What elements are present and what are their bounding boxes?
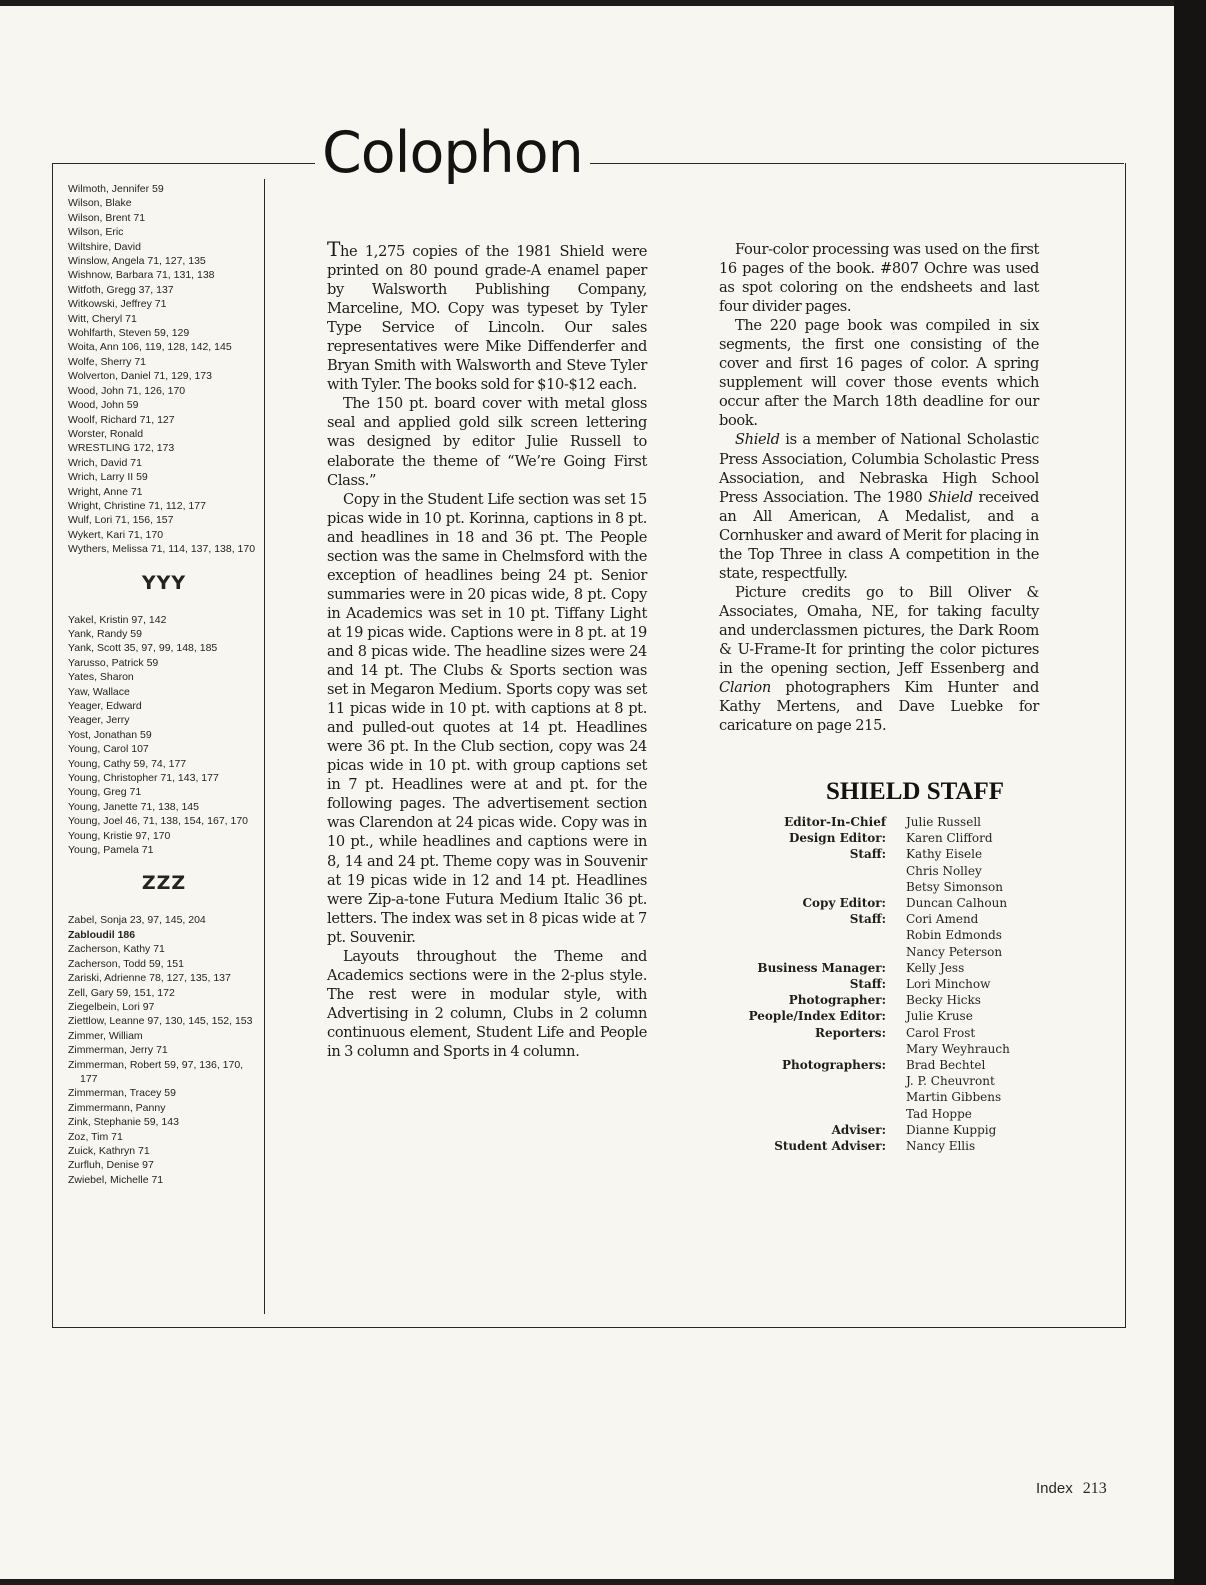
staff-name: Betsy Simonson bbox=[906, 879, 1003, 894]
staff-heading: SHIELD STAFF bbox=[825, 778, 1005, 805]
index-entry: Witkowski, Jeffrey 71 bbox=[68, 298, 167, 311]
index-entry: WRESTLING 172, 173 bbox=[68, 442, 175, 455]
staff-row bbox=[740, 1089, 1070, 1105]
page-number: 213 bbox=[1082, 1480, 1107, 1497]
index-heading-z: ZZZ bbox=[141, 872, 187, 895]
index-entry: Wilmoth, Jennifer 59 bbox=[68, 183, 164, 195]
index-entry: Wulf, Lori 71, 156, 157 bbox=[68, 514, 174, 527]
title-rule-left bbox=[52, 163, 315, 164]
index-entry: Wright, Christine 71, 112, 177 bbox=[68, 499, 206, 512]
staff-row bbox=[740, 830, 1070, 846]
index-entry: Yank, Randy 59 bbox=[68, 627, 142, 640]
staff-name: Chris Nolley bbox=[906, 863, 982, 878]
index-entry: Wishnow, Barbara 71, 131, 138 bbox=[68, 269, 215, 282]
staff-role: Copy Editor: bbox=[802, 896, 886, 911]
staff-name: Kelly Jess bbox=[906, 960, 965, 975]
colophon-column-1 bbox=[327, 237, 647, 1061]
index-entry: Zink, Stephanie 59, 143 bbox=[68, 1116, 179, 1129]
staff-name: Kathy Eisele bbox=[906, 847, 983, 862]
staff-role: Photographer: bbox=[788, 993, 886, 1008]
paragraph-text: is a member of National Scholastic Press Association, Columbia Scholastic Press Association, and Nebraska High School Press Association. The 1980 bbox=[719, 431, 1039, 506]
staff-role: Photographers: bbox=[781, 1058, 886, 1073]
index-entry: Worster, Ronald bbox=[68, 427, 144, 440]
colophon-paragraph: The 220 page book was compiled in six segments, the first one consisting of the cover and first 16 pages of color. A spring supplement will cover those events which occur after the March 18th deadline for our book. bbox=[719, 317, 1039, 430]
title-rule-right bbox=[590, 163, 1124, 164]
index-column-divider bbox=[264, 179, 265, 1314]
index-entry: Yaw, Wallace bbox=[68, 685, 130, 698]
staff-role: Staff: bbox=[849, 977, 886, 992]
index-entry: Wood, John 71, 126, 170 bbox=[68, 384, 186, 397]
index-entry: Young, Kristie 97, 170 bbox=[68, 829, 171, 842]
staff-name: Nancy Ellis bbox=[906, 1139, 976, 1154]
staff-role bbox=[740, 1041, 906, 1057]
staff-role: Staff: bbox=[849, 847, 886, 862]
index-entry: Yates, Sharon bbox=[68, 671, 134, 684]
staff-name: Cori Amend bbox=[906, 912, 979, 927]
staff-row bbox=[740, 1138, 1070, 1154]
staff-name: Julie Russell bbox=[906, 815, 981, 829]
index-entry: Young, Cathy 59, 74, 177 bbox=[68, 757, 187, 770]
index-entry: Witfoth, Gregg 37, 137 bbox=[68, 283, 174, 296]
index-entry: Zacherson, Todd 59, 151 bbox=[68, 957, 184, 970]
staff-row bbox=[740, 992, 1070, 1008]
publication-name: Shield bbox=[928, 488, 973, 506]
index-heading-y: YYY bbox=[141, 571, 187, 594]
staff-row bbox=[740, 960, 1070, 976]
paragraph-text: received an All American, A Medalist, and a Cornhusker and award of Merit for placing in the Top Three in class A competition in the state, respectfully. bbox=[719, 488, 1039, 582]
staff-role bbox=[740, 863, 906, 879]
index-entry: Zimmerman, Tracey 59 bbox=[68, 1087, 176, 1100]
index-entry: Young, Janette 71, 138, 145 bbox=[68, 800, 199, 813]
index-entry: Wilson, Eric bbox=[68, 226, 124, 239]
staff-name: Lori Minchow bbox=[906, 977, 991, 992]
staff-name: Robin Edmonds bbox=[906, 928, 1002, 943]
staff-role: Adviser: bbox=[831, 1122, 886, 1137]
colophon-paragraph bbox=[327, 237, 647, 394]
staff-role bbox=[740, 1073, 906, 1089]
index-entry: Wilson, Brent 71 bbox=[68, 211, 146, 224]
staff-name: Becky Hicks bbox=[906, 993, 981, 1008]
staff-row bbox=[740, 1041, 1070, 1057]
index-entry: Yank, Scott 35, 97, 99, 148, 185 bbox=[68, 642, 218, 655]
index-entry: Wythers, Melissa 71, 114, 137, 138, 170 bbox=[68, 543, 256, 556]
staff-box bbox=[740, 776, 1070, 1154]
staff-name: Carol Frost bbox=[906, 1025, 976, 1040]
index-entry: Zimmerman, Jerry 71 bbox=[68, 1044, 168, 1057]
index-entry: Yeager, Jerry bbox=[68, 714, 130, 727]
staff-name: Duncan Calhoun bbox=[906, 896, 1008, 911]
index-entry: Wolverton, Daniel 71, 129, 173 bbox=[68, 370, 212, 383]
staff-role bbox=[740, 927, 906, 943]
index-entry: Zwiebel, Michelle 71 bbox=[68, 1173, 164, 1186]
drop-cap: T bbox=[327, 237, 340, 261]
staff-role bbox=[740, 1106, 906, 1122]
staff-row bbox=[740, 814, 1070, 830]
index-entry: Zabel, Sonja 23, 97, 145, 204 bbox=[68, 914, 206, 927]
paragraph-text: Picture credits go to Bill Oliver & Associates, Omaha, NE, for taking faculty and underclassmen pictures, the Dark Room & U-Frame-It for printing the color pictures in the opening section, Jeff Essenberg and bbox=[719, 583, 1039, 678]
staff-row bbox=[740, 1025, 1070, 1041]
staff-name: Martin Gibbens bbox=[906, 1090, 1002, 1105]
staff-role bbox=[740, 1089, 906, 1105]
index-entry: Yost, Jonathan 59 bbox=[68, 728, 152, 741]
staff-role: Staff: bbox=[849, 912, 886, 927]
staff-row bbox=[740, 1106, 1070, 1122]
index-entry: Yarusso, Patrick 59 bbox=[68, 656, 159, 669]
index-entry: Wrich, David 71 bbox=[68, 456, 142, 469]
colophon-paragraph: The 150 pt. board cover with metal gloss seal and applied gold silk screen lettering was designed by editor Julie Russell to elaborate the theme of “We’re Going First Class.” bbox=[327, 395, 647, 489]
staff-row bbox=[740, 927, 1070, 943]
publication-name: Shield bbox=[735, 431, 780, 449]
index-entry: Young, Greg 71 bbox=[68, 786, 142, 799]
index-entry: Wiltshire, David bbox=[68, 240, 141, 253]
index-entry: Wright, Anne 71 bbox=[68, 485, 143, 498]
index-entry: Zacherson, Kathy 71 bbox=[68, 943, 165, 956]
index-entry: Zuick, Kathryn 71 bbox=[68, 1144, 150, 1157]
colophon-paragraph: Copy in the Student Life section was set 15 picas wide in 10 pt. Korinna, captions in 8 pt. and headlines in 18 and 36 pt. The People section was the same in Chelmsford with the exception of headlines being 24 pt. Senior summaries were in 20 picas wide, 8 pt. Copy in Academics was set in 10 pt. Tiffany Light at 19 picas wide. Captions were in 8 pt. at 19 and 8 picas wide. The headline sizes were 24 and 14 pt. The Clubs & Sports section was set in Megaron Medium. Sports copy was set 11 picas wide in 10 pt. with captions at 8 pt. and pulled-out quotes at 14 pt. Headlines were 36 pt. In the Club section, copy was 24 picas wide in 10 pt. with group captions set in 7 pt. Headlines were at and pt. for the following pages. The advertisement section was Clarendon at 24 picas wide. Copy was in 10 pt., while headlines and captions were in 8, 14 and 24 pt. Theme copy was in Souvenir at 19 picas wide in 12 and 14 pt. Headlines were Zip-a-tone Futura Medium Italic 36 pt. letters. The index was set in 8 picas wide at 7 pt. Souvenir. bbox=[327, 490, 647, 946]
staff-row bbox=[740, 863, 1070, 879]
colophon-paragraph bbox=[719, 583, 1039, 735]
staff-list bbox=[740, 814, 1070, 1154]
index-entry: Wilson, Blake bbox=[68, 197, 132, 210]
index-entry: Wohlfarth, Steven 59, 129 bbox=[68, 327, 190, 340]
index-entry: Zurfluh, Denise 97 bbox=[68, 1159, 154, 1172]
staff-role bbox=[740, 879, 906, 895]
staff-row bbox=[740, 1073, 1070, 1089]
staff-name: Karen Clifford bbox=[906, 831, 993, 846]
staff-name: Julie Kruse bbox=[906, 1009, 973, 1024]
index-entry: Young, Pamela 71 bbox=[68, 844, 154, 857]
colophon-paragraph: Layouts throughout the Theme and Academics sections were in the 2-plus style. The rest were in modular style, with Advertising in 2 column, Clubs in 2 column continuous element, Student Life and People in 3 column and Sports in 4 column. bbox=[327, 947, 647, 1060]
staff-row bbox=[740, 1008, 1070, 1024]
staff-name: Dianne Kuppig bbox=[906, 1122, 997, 1137]
index-entry: Woita, Ann 106, 119, 128, 142, 145 bbox=[68, 341, 232, 354]
colophon-paragraph: Four-color processing was used on the first 16 pages of the book. #807 Ochre was used as spot coloring on the endsheets and last four divider pages. bbox=[719, 241, 1039, 316]
index-entry: Young, Joel 46, 71, 138, 154, 167, 170 bbox=[68, 815, 249, 828]
index-entry: Young, Christopher 71, 143, 177 bbox=[68, 772, 219, 785]
staff-row bbox=[740, 1057, 1070, 1073]
staff-role: People/Index Editor: bbox=[748, 1009, 886, 1024]
staff-row bbox=[740, 944, 1070, 960]
index-entry: Ziegelbein, Lori 97 bbox=[68, 1000, 155, 1013]
index-entry: Zell, Gary 59, 151, 172 bbox=[68, 986, 175, 999]
staff-row bbox=[740, 846, 1070, 862]
index-entry: Wrich, Larry II 59 bbox=[68, 471, 148, 484]
index-entry: Young, Carol 107 bbox=[68, 743, 149, 756]
publication-name: Clarion bbox=[719, 679, 771, 697]
index-list-y bbox=[68, 613, 260, 858]
staff-name: Nancy Peterson bbox=[906, 944, 1003, 959]
staff-role: Business Manager: bbox=[757, 960, 886, 975]
index-entry: Zimmermann, Panny bbox=[68, 1101, 166, 1114]
colophon-column-2 bbox=[719, 240, 1039, 735]
staff-row bbox=[740, 1122, 1070, 1138]
staff-row bbox=[740, 911, 1070, 927]
page-footer bbox=[1036, 1478, 1136, 1500]
index-entry: Zimmer, William bbox=[68, 1029, 143, 1042]
index-entry: Zimmerman, Robert 59, 97, 136, 170, 177 bbox=[68, 1058, 244, 1085]
staff-name: Mary Weyhrauch bbox=[906, 1041, 1010, 1056]
staff-row bbox=[740, 879, 1070, 895]
index-entry: Yeager, Edward bbox=[68, 700, 142, 712]
index-entry: Woolf, Richard 71, 127 bbox=[68, 413, 175, 426]
index-entry: Wolfe, Sherry 71 bbox=[68, 355, 147, 368]
book-binding-edge bbox=[1174, 0, 1206, 1585]
staff-name: Brad Bechtel bbox=[906, 1058, 986, 1073]
staff-name: Tad Hoppe bbox=[906, 1106, 972, 1121]
staff-role bbox=[740, 944, 906, 960]
index-entry: Witt, Cheryl 71 bbox=[68, 312, 137, 325]
paragraph-text: photographers Kim Hunter and Kathy Mertens, and Dave Luebke for caricature on page 215. bbox=[719, 679, 1039, 735]
index-entry: Winslow, Angela 71, 127, 135 bbox=[68, 255, 206, 268]
index-entry: Wykert, Kari 71, 170 bbox=[68, 528, 164, 541]
staff-name: J. P. Cheuvront bbox=[906, 1074, 995, 1089]
page-title: Colophon bbox=[322, 120, 583, 186]
index-entry: Yakel, Kristin 97, 142 bbox=[68, 613, 167, 626]
index-column bbox=[68, 182, 260, 1187]
index-entry: Zariski, Adrienne 78, 127, 135, 137 bbox=[68, 972, 231, 985]
staff-row bbox=[740, 895, 1070, 911]
index-entry: Zabloudil 186 bbox=[68, 928, 136, 941]
index-list-w bbox=[68, 182, 260, 557]
index-entry: Ziettlow, Leanne 97, 130, 145, 152, 153 bbox=[68, 1015, 253, 1028]
staff-role: Student Adviser: bbox=[774, 1139, 886, 1154]
staff-row bbox=[740, 976, 1070, 992]
index-entry: Wood, John 59 bbox=[68, 399, 139, 412]
staff-role: Design Editor: bbox=[788, 831, 886, 846]
folio-section: Index bbox=[1036, 1480, 1073, 1497]
colophon-paragraph bbox=[719, 430, 1039, 582]
paragraph-text: he 1,275 copies of the 1981 Shield were printed on 80 pound grade-A enamel paper by Walsworth Publishing Company, Marceline, MO. Copy was typeset by Tyler Type Service of Lincoln. Our sales representatives were Mike Diffenderfer and Bryan Smith with Walsworth and Steve Tyler with Tyler. The books sold for $10-$12 each. bbox=[327, 243, 647, 394]
index-entry: Zoz, Tim 71 bbox=[68, 1130, 123, 1143]
staff-role: Editor-In-Chief bbox=[784, 815, 886, 829]
staff-role: Reporters: bbox=[814, 1025, 886, 1040]
index-list-z bbox=[68, 913, 260, 1187]
